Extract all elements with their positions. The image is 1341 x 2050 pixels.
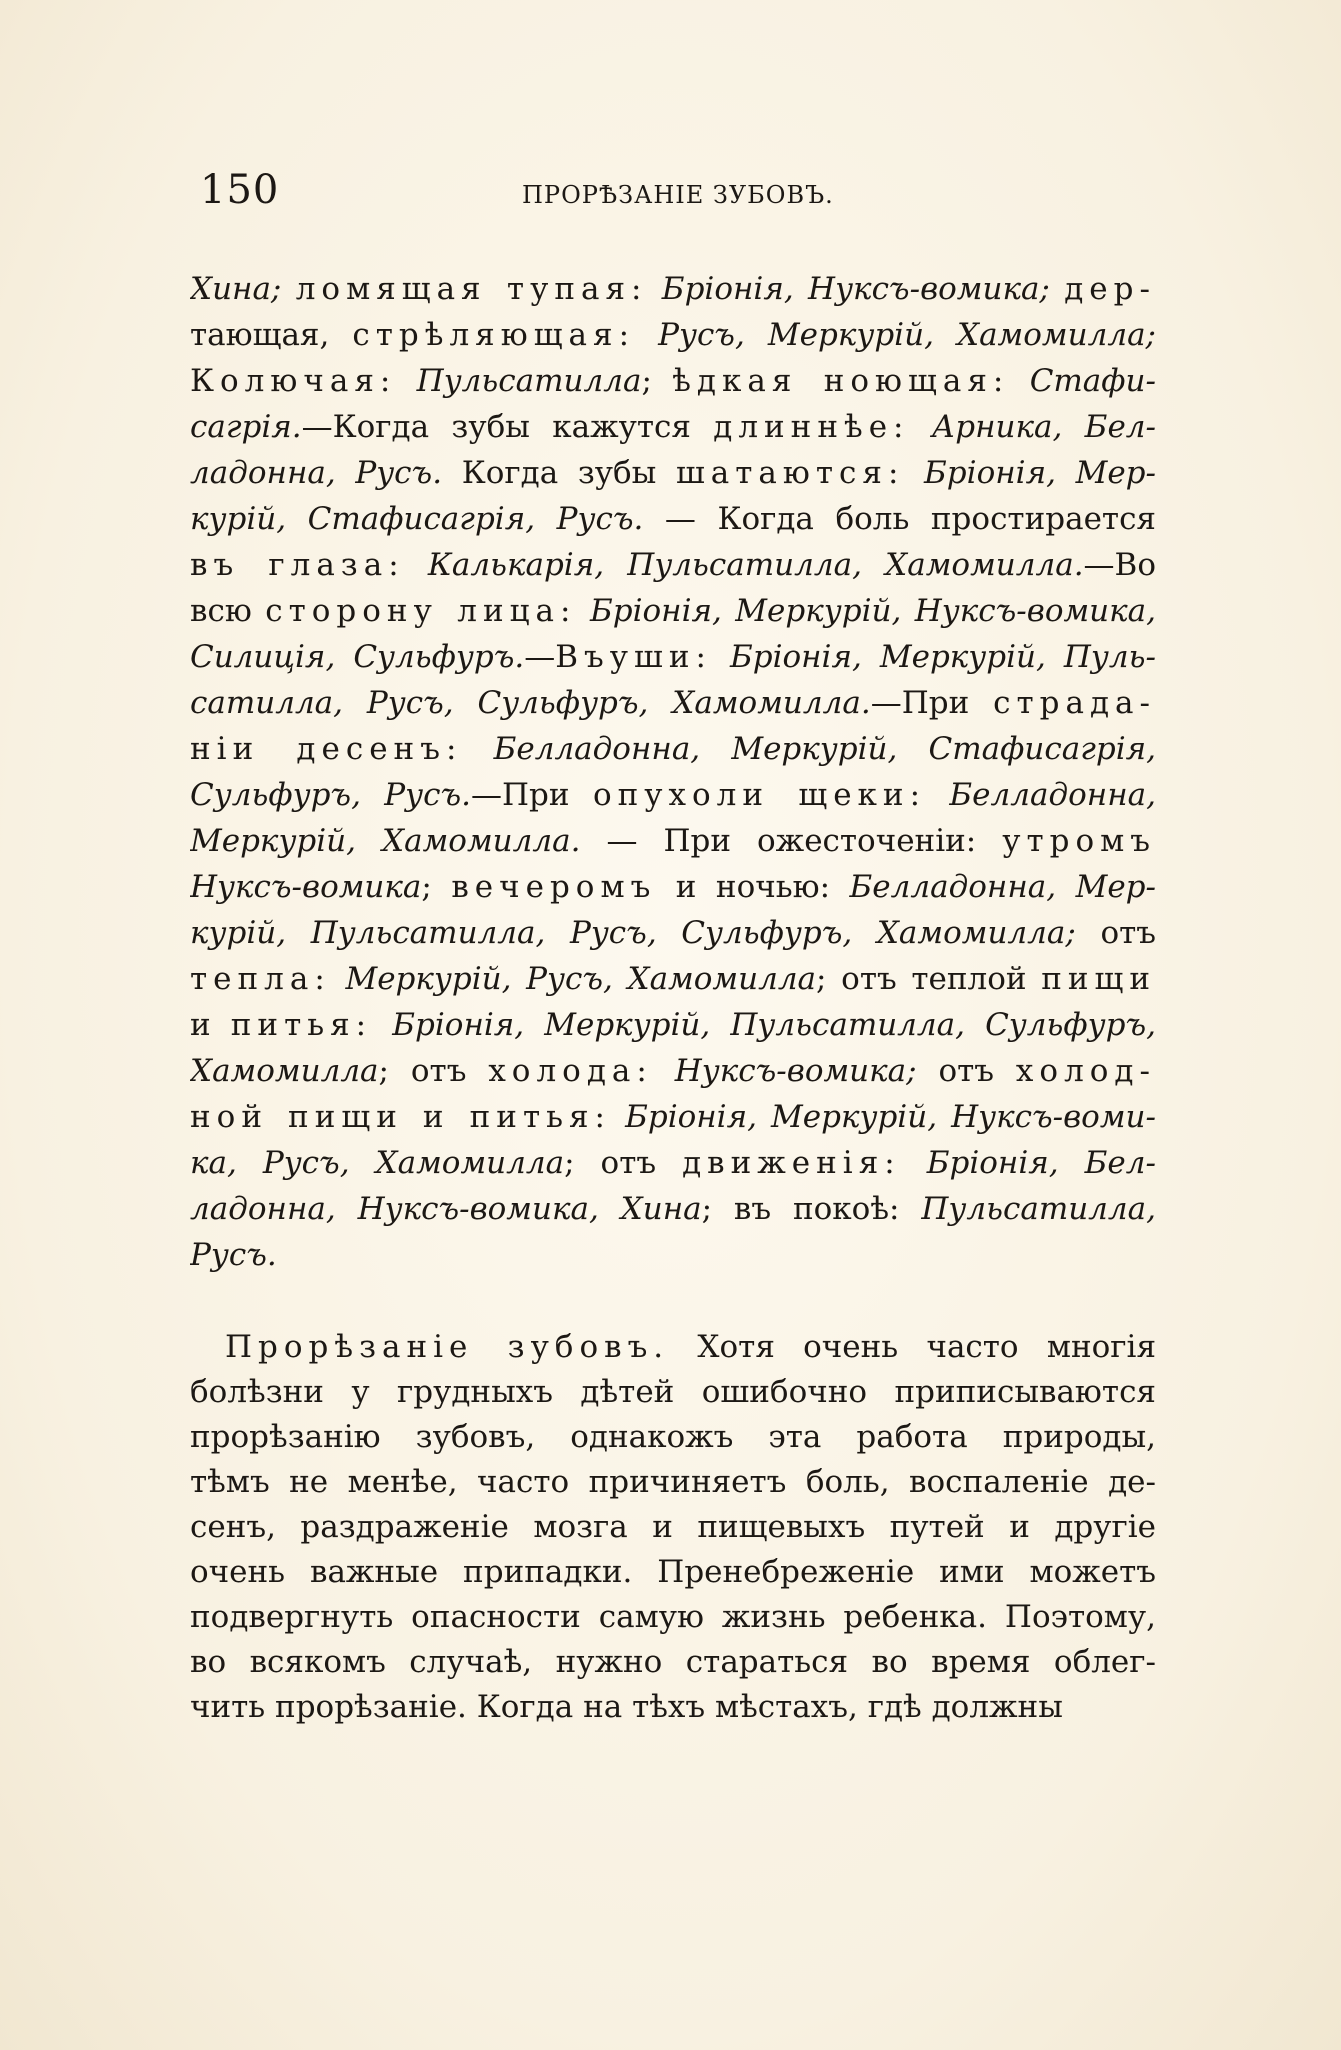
- text-run: всю: [190, 593, 266, 629]
- text-run: Когда зубы: [442, 455, 676, 491]
- text-line: [190, 818, 1156, 864]
- text-run: очень важные припадки. Пренебреженіе ими можетъ: [190, 1554, 1156, 1590]
- text-run: болѣзни у грудныхъ дѣтей ошибочно приписываются: [190, 1374, 1156, 1410]
- remedy-name: Сульфуръ, Русъ.: [190, 777, 472, 813]
- text-line: [190, 1370, 1156, 1415]
- spaced-term: тепла:: [190, 961, 331, 997]
- text-run: отъ: [1075, 915, 1156, 951]
- page-number: 150: [200, 167, 280, 213]
- text-run: [611, 1099, 625, 1135]
- remedy-name: Бріонія, Бел-: [926, 1145, 1156, 1181]
- text-run: и ночью:: [656, 869, 850, 905]
- text-run: и: [190, 1007, 231, 1043]
- text-line: [190, 910, 1156, 956]
- text-line: [190, 680, 1156, 726]
- text-run: — Когда боль простирается: [643, 501, 1156, 537]
- spaced-term: холод-: [1015, 1053, 1156, 1089]
- text-line: [190, 1550, 1156, 1595]
- spaced-term: опухоли щеки:: [592, 777, 927, 813]
- text-run: сенъ, раздраженіе мозга и пищевыхъ путей и другіе: [190, 1509, 1156, 1545]
- spaced-term: холода:: [488, 1053, 653, 1089]
- spaced-term: дер-: [1064, 271, 1156, 307]
- text-run: [901, 1145, 927, 1181]
- text-run: —Во: [1083, 547, 1156, 583]
- text-run: [712, 639, 730, 675]
- remedy-name: сагрія.: [190, 409, 302, 445]
- text-line: [190, 312, 1156, 358]
- remedy-name: Пульсатилла,: [921, 1191, 1156, 1227]
- spaced-term: утромъ: [1002, 823, 1156, 859]
- remedy-name: Калькарія, Пульсатилла, Хамомилла.: [427, 547, 1084, 583]
- text-run: подвергнуть опасности самую жизнь ребенка. Поэтому,: [190, 1599, 1156, 1635]
- text-line: [190, 1048, 1156, 1094]
- text-line: [190, 1094, 1156, 1140]
- text-run: ; отъ: [378, 1053, 489, 1089]
- text-line: [190, 1460, 1156, 1505]
- remedy-name: Бріонія, Меркурій, Пульсатилла, Сульфуръ,: [392, 1007, 1156, 1043]
- remedy-name: сатилла, Русъ, Сульфуръ, Хамомилла.: [190, 685, 871, 721]
- remedy-name: ладонна, Русъ.: [190, 455, 443, 491]
- text-line: [190, 1685, 1156, 1730]
- text-run: [331, 961, 346, 997]
- text-run: [635, 317, 658, 353]
- remedy-name: Русъ.: [190, 1237, 277, 1273]
- remedy-name: курій, Стафисагрія, Русъ.: [190, 501, 644, 537]
- remedy-name: Арника, Бел-: [931, 409, 1156, 445]
- text-run: ;: [641, 363, 673, 399]
- text-run: отъ: [916, 1053, 1016, 1089]
- text-line: [190, 404, 1156, 450]
- text-run: [653, 1053, 675, 1089]
- text-line: [190, 450, 1156, 496]
- remedy-name: Хамомилла: [190, 1053, 379, 1089]
- text-line: [190, 1505, 1156, 1550]
- text-run: [281, 271, 295, 307]
- spaced-term: вечеромъ: [451, 869, 657, 905]
- text-line: [190, 1415, 1156, 1460]
- remedy-name: Белладонна,: [949, 777, 1156, 813]
- spaced-term: страда-: [993, 685, 1156, 721]
- running-title: ПРОРѢЗАНІЕ ЗУБОВЪ.: [522, 181, 834, 209]
- text-run: [1009, 363, 1029, 399]
- remedy-name: Меркурій, Русъ, Хамомилла: [345, 961, 817, 997]
- text-run: [405, 547, 428, 583]
- text-line: [190, 864, 1156, 910]
- text-run: [396, 363, 416, 399]
- text-line: [190, 634, 1156, 680]
- spaced-term: ной пищи и питья:: [190, 1099, 611, 1135]
- text-run: тѣмъ не менѣе, часто причиняетъ боль, воспаленіе де-: [190, 1464, 1156, 1500]
- text-line: [190, 956, 1156, 1002]
- text-run: [462, 731, 493, 767]
- text-line: [190, 588, 1156, 634]
- text-line: [190, 772, 1156, 818]
- text-line: [190, 1232, 1156, 1278]
- remedy-name: Стафи-: [1029, 363, 1156, 399]
- text-line: [190, 266, 1156, 312]
- text-line: [190, 726, 1156, 772]
- spaced-term: Въуши:: [555, 639, 712, 675]
- text-line: [190, 496, 1156, 542]
- text-line: [190, 1140, 1156, 1186]
- remedy-name: Нуксъ-вомика;: [674, 1053, 917, 1089]
- teething-paragraph: [190, 1325, 1156, 1730]
- spaced-term: Прорѣзаніе зубовъ.: [225, 1329, 670, 1365]
- spaced-term: питья:: [230, 1007, 373, 1043]
- remedy-name: Белладонна, Мер-: [849, 869, 1156, 905]
- spaced-term: стрѣляющая:: [352, 317, 636, 353]
- text-run: [647, 271, 661, 307]
- remedy-name: Белладонна, Меркурій, Стафисагрія,: [493, 731, 1156, 767]
- text-run: [904, 455, 924, 491]
- spaced-term: шатаются:: [675, 455, 905, 491]
- remedy-name: курій, Пульсатилла, Русъ, Сульфуръ, Хамомилла;: [190, 915, 1076, 951]
- text-run: ; отъ: [564, 1145, 683, 1181]
- remedy-name: Бріонія, Меркурій, Нуксъ-вомика,: [589, 593, 1156, 629]
- text-run: [926, 777, 949, 813]
- spaced-term: пищи: [1041, 961, 1156, 997]
- text-line: [190, 1186, 1156, 1232]
- spaced-term: ніи десенъ:: [190, 731, 463, 767]
- text-line: [190, 542, 1156, 588]
- text-run: ; въ покоѣ:: [701, 1191, 922, 1227]
- spaced-term: въ глаза:: [190, 547, 405, 583]
- text-run: чить прорѣзаніе. Когда на тѣхъ мѣстахъ, гдѣ должны: [190, 1689, 1063, 1725]
- text-run: ;: [421, 869, 452, 905]
- remedy-name: ка, Русъ, Хамомилла: [190, 1145, 565, 1181]
- remedy-name: Нуксъ-вомика: [190, 869, 422, 905]
- text-run: [1050, 271, 1064, 307]
- text-run: —Когда зубы кажутся: [301, 409, 714, 445]
- text-run: [372, 1007, 392, 1043]
- text-run: ; отъ теплой: [816, 961, 1042, 997]
- text-run: во всякомъ случаѣ, нужно стараться во время облег-: [190, 1644, 1156, 1680]
- text-line: [190, 358, 1156, 404]
- text-run: —При: [471, 777, 593, 813]
- text-run: [909, 409, 931, 445]
- spaced-term: движенія:: [682, 1145, 901, 1181]
- text-line: [190, 1325, 1156, 1370]
- text-run: —При: [870, 685, 994, 721]
- remedy-name: Силиція, Сульфуръ.: [190, 639, 525, 675]
- remedy-name: Хина;: [190, 271, 282, 307]
- text-run: — При ожесточеніи:: [580, 823, 1003, 859]
- spaced-term: ломящая тупая:: [295, 271, 648, 307]
- remedy-name: Меркурій, Хамомилла.: [190, 823, 581, 859]
- text-line: [190, 1640, 1156, 1685]
- remedy-name: Бріонія, Нуксъ-вомика;: [661, 271, 1050, 307]
- remedy-name: Бріонія, Мер-: [924, 455, 1156, 491]
- text-run: тающая,: [190, 317, 353, 353]
- spaced-term: сторону лица:: [265, 593, 577, 629]
- text-run: прорѣзанію зубовъ, однакожъ эта работа природы,: [190, 1419, 1156, 1455]
- text-run: Хотя очень часто многія: [669, 1329, 1156, 1365]
- remedy-name: ладонна, Нуксъ-вомика, Хина: [190, 1191, 702, 1227]
- text-line: [190, 1595, 1156, 1640]
- text-run: —: [524, 639, 556, 675]
- remedy-name: Бріонія, Меркурій, Нуксъ-воми-: [625, 1099, 1156, 1135]
- remedy-name: Пульсатилла: [416, 363, 642, 399]
- remedies-paragraph: [190, 266, 1156, 1278]
- spaced-term: Колючая:: [190, 363, 397, 399]
- text-line: [190, 1002, 1156, 1048]
- spaced-term: ѣдкая ноющая:: [672, 363, 1010, 399]
- remedy-name: Русъ, Меркурій, Хамомилла;: [658, 317, 1156, 353]
- spaced-term: длиннѣе:: [713, 409, 910, 445]
- text-run: [577, 593, 590, 629]
- remedy-name: Бріонія, Меркурій, Пуль-: [729, 639, 1156, 675]
